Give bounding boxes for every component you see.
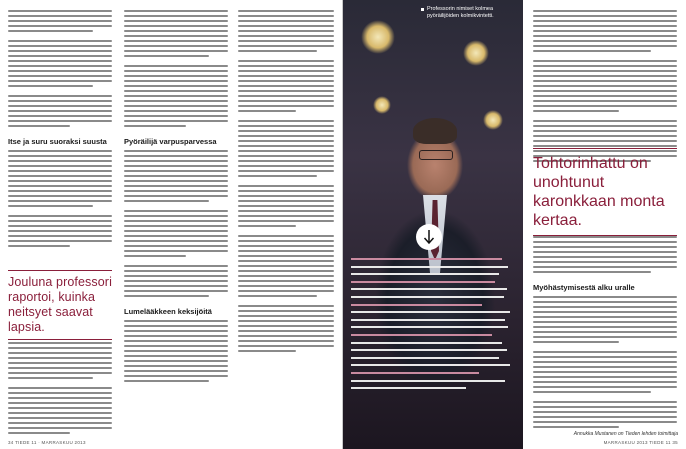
author-credit: Annukka Mustanen on Tieden lehden toimittaja — [573, 431, 678, 437]
section-heading: Itse ja suru suoraksi suusta — [8, 137, 107, 146]
big-pull-quote: Tohtorinhattu on unohtunut karonkkaan monta kertaa. — [533, 155, 665, 229]
caption-marker — [421, 8, 424, 11]
page-footer-left: 34 TIEDE 11 · MARRASKUU 2013 — [8, 440, 86, 445]
mid-heading: Pyöräilijä varpusparvessa — [124, 137, 217, 146]
left-column-1 — [8, 10, 112, 250]
right-column-bottom — [533, 236, 677, 431]
left-column-1-bottom — [8, 342, 112, 437]
big-quote-block — [533, 148, 677, 236]
right-column-top — [533, 10, 677, 165]
lower-heading: Lumelääkkeen keksijöitä — [124, 307, 212, 316]
portrait-photo — [343, 0, 523, 449]
left-column-3 — [238, 10, 334, 355]
photo-caption: Professorin nimiset kolmea pyöräilijöiden kolmikvintetti. — [427, 6, 494, 19]
right-section-heading: Myöhästymisestä alku uralle — [533, 283, 635, 292]
pull-quote: Jouluna professori raportoi, kuinka neitsyet saavat lapsia. — [8, 275, 112, 334]
bio-block — [351, 258, 515, 395]
left-column-2 — [124, 10, 228, 385]
right-page — [343, 0, 686, 449]
pull-quote-block — [8, 270, 112, 340]
page-footer-right: MARRASKUU 2013 TIEDE 11 35 — [603, 440, 678, 445]
down-arrow-icon — [416, 224, 442, 250]
